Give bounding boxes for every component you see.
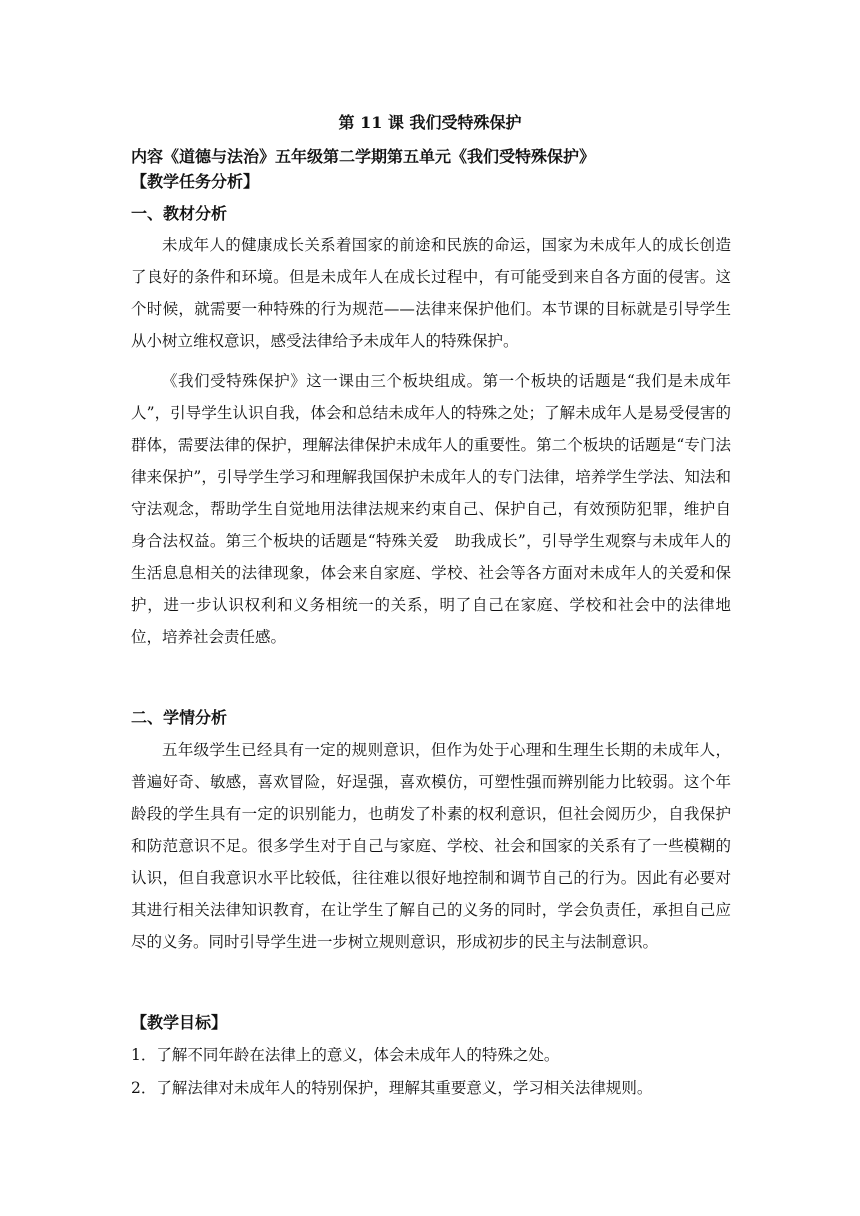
task-analysis-heading: 【教学任务分析】 xyxy=(131,172,260,191)
goal-item-1: 1．了解不同年龄在法律上的意义，体会未成年人的特殊之处。 xyxy=(131,1046,560,1064)
section2-paragraph-1: 五年级学生已经具有一定的规则意识，但作为处于心理和生理生长期的未成年人，普遍好奇、敏感，喜欢冒险，好逞强，喜欢模仿，可塑性强而辨别能力比较弱。这个年龄段的学生具有一定的识别能力，也萌发了朴素的权利意识，但社会阅历少，自我保护和防范意识不足。很多学生对于自己与家庭、学校、社会和国家的关系有了一些模糊的认识，但自我意识水平比较低，往往难以很好地控制和调节自己的行为。因此有必要对其进行相关法律知识教育，在让学生了解自己的义务的同时，学会负责任，承担自己应尽的义务。同时引导学生进一步树立规则意识，形成初步的民主与法制意识。 xyxy=(131,741,731,951)
section1-paragraph-2: 《我们受特殊保护》这一课由三个板块组成。第一个板块的话题是“我们是未成年人”，引导学生认识自我，体会和总结未成年人的特殊之处；了解未成年人是易受侵害的群体，需要法律的保护，理解法律保护未成年人的重要性。第二个板块的话题是“专门法律来保护”，引导学生学习和理解我国保护未成年人的专门法律，培养学生学法、知法和守法观念，帮助学生自觉地用法律法规来约束自己、保护自己，有效预防犯罪，维护自身合法权益。第三个板块的话题是“特殊关爱 助我成长”，引导学生观察与未成年人的生活息息相关的法律现象，体会来自家庭、学校、社会等各方面对未成年人的关爱和保护，进一步认识权利和义务相统一的关系，明了自己在家庭、学校和社会中的法律地位，培养社会责任感。 xyxy=(131,372,731,646)
lesson-title: 第 11 课 我们受特殊保护 xyxy=(338,113,522,132)
section1-heading: 一、教材分析 xyxy=(131,204,228,223)
section2-heading: 二、学情分析 xyxy=(131,708,228,727)
goals-heading: 【教学目标】 xyxy=(131,1013,228,1032)
section1-paragraph-1: 未成年人的健康成长关系着国家的前途和民族的命运，国家为未成年人的成长创造了良好的条件和环境。但是未成年人在成长过程中，有可能受到来自各方面的侵害。这个时候，就需要一种特殊的行为规范——法律来保护他们。本节课的目标就是引导学生从小树立维权意识，感受法律给予未成年人的特殊保护。 xyxy=(131,236,731,350)
content-line: 内容《道德与法治》五年级第二学期第五单元《我们受特殊保护》 xyxy=(131,147,596,166)
goal-item-2: 2．了解法律对未成年人的特别保护，理解其重要意义，学习相关法律规则。 xyxy=(131,1079,653,1097)
